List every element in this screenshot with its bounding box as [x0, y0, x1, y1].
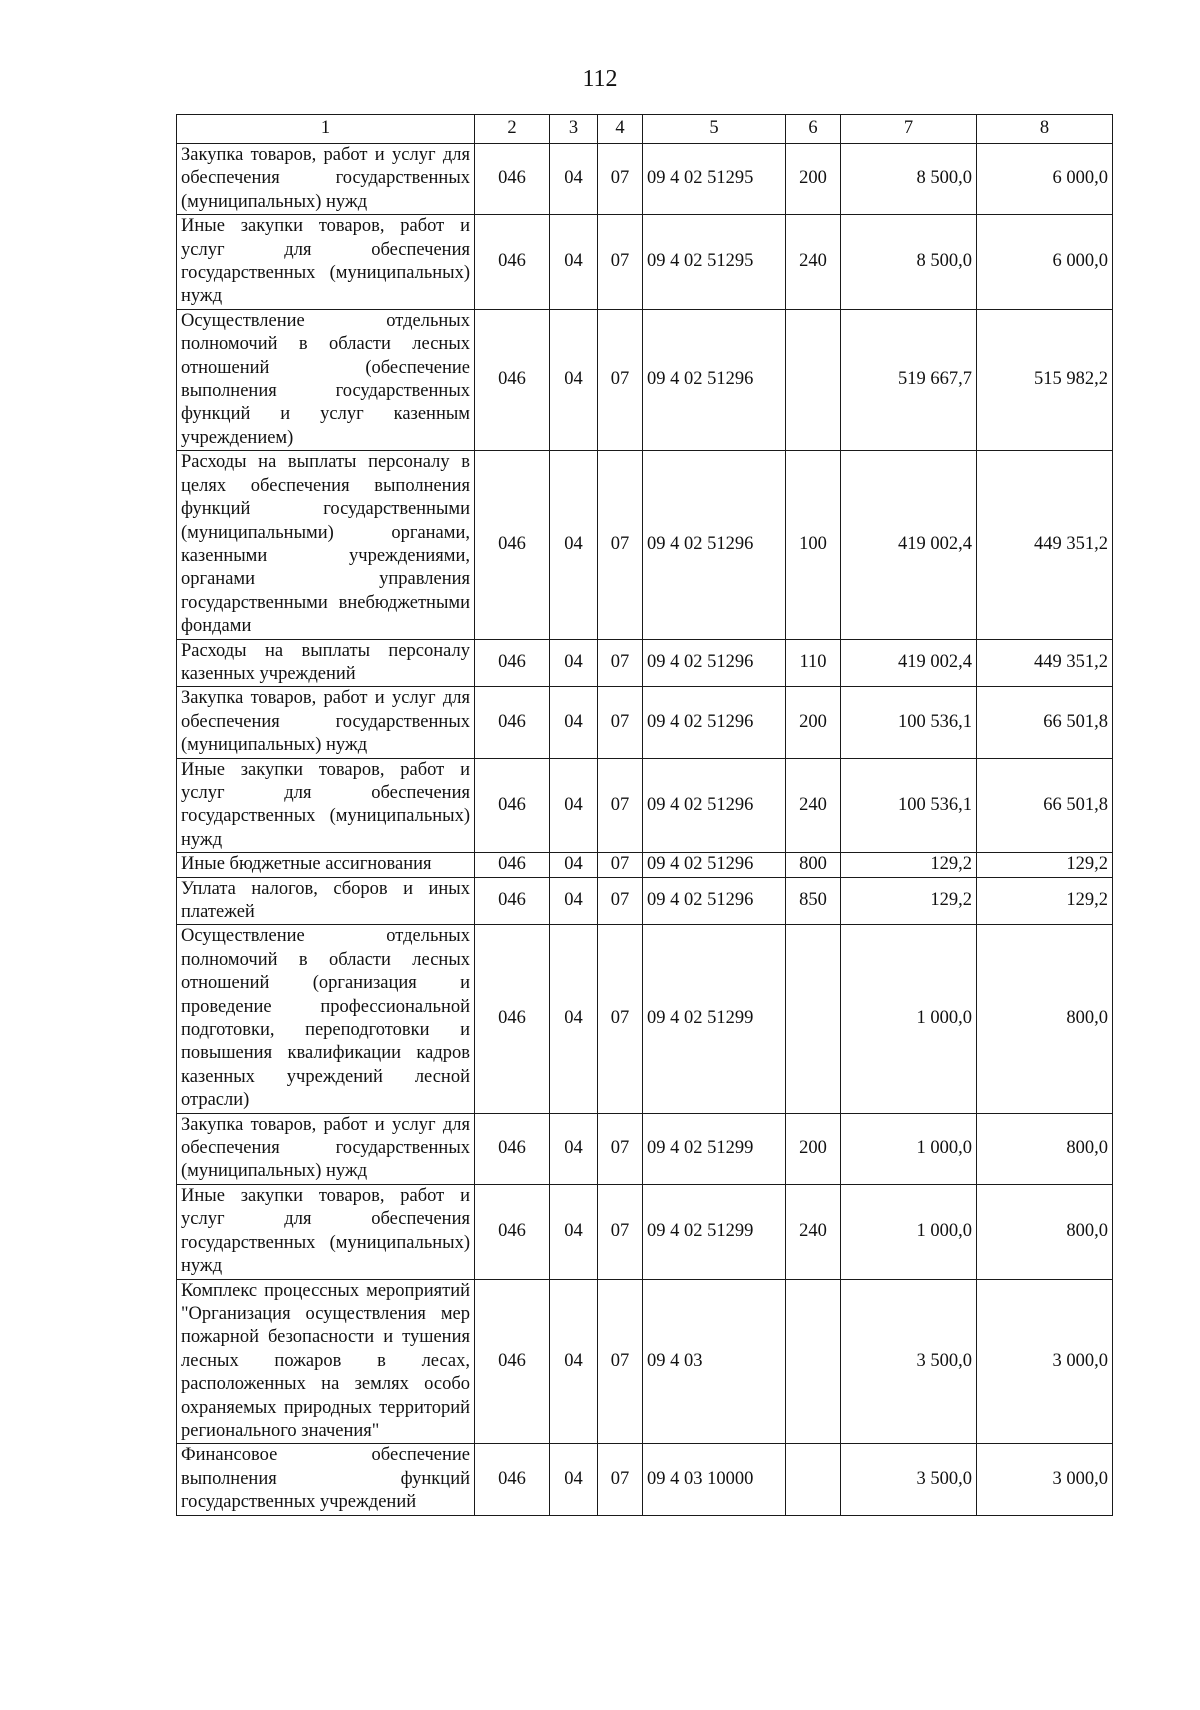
- expense-type-cell: [786, 309, 841, 450]
- amount-year1-cell: 419 002,4: [841, 451, 977, 639]
- table-row: [177, 1444, 1113, 1515]
- target-article-cell: 09 4 02 51296: [643, 687, 786, 758]
- expense-type-cell: 110: [786, 639, 841, 687]
- column-header: 3: [550, 115, 598, 144]
- ministry-code-cell: 046: [475, 853, 550, 877]
- table-row: [177, 687, 1113, 758]
- ministry-code-cell: 046: [475, 215, 550, 310]
- budget-table: [176, 114, 1113, 1516]
- subsection-code-cell: 07: [598, 1184, 643, 1279]
- expense-type-cell: 200: [786, 687, 841, 758]
- target-article-cell: 09 4 02 51295: [643, 215, 786, 310]
- row-name-cell: Иные закупки товаров, работ и услуг для обеспечения государственных (муниципальных) нужд: [177, 1184, 475, 1279]
- column-header: 2: [475, 115, 550, 144]
- section-code-cell: 04: [550, 1444, 598, 1515]
- ministry-code-cell: 046: [475, 758, 550, 853]
- target-article-cell: 09 4 02 51296: [643, 451, 786, 639]
- ministry-code-cell: 046: [475, 309, 550, 450]
- amount-year1-cell: 1 000,0: [841, 1113, 977, 1184]
- target-article-cell: 09 4 02 51296: [643, 309, 786, 450]
- section-code-cell: 04: [550, 1184, 598, 1279]
- expense-type-cell: 240: [786, 1184, 841, 1279]
- row-name-cell: Закупка товаров, работ и услуг для обеспечения государственных (муниципальных) нужд: [177, 687, 475, 758]
- table-row: [177, 1279, 1113, 1444]
- amount-year1-cell: 8 500,0: [841, 215, 977, 310]
- amount-year2-cell: 449 351,2: [977, 639, 1113, 687]
- amount-year2-cell: 800,0: [977, 925, 1113, 1113]
- target-article-cell: 09 4 02 51299: [643, 1184, 786, 1279]
- row-name-cell: Закупка товаров, работ и услуг для обеспечения государственных (муниципальных) нужд: [177, 1113, 475, 1184]
- section-code-cell: 04: [550, 758, 598, 853]
- section-code-cell: 04: [550, 925, 598, 1113]
- budget-table-body: [177, 115, 1113, 1516]
- column-header: 1: [177, 115, 475, 144]
- section-code-cell: 04: [550, 309, 598, 450]
- table-row: [177, 639, 1113, 687]
- row-name-cell: Закупка товаров, работ и услуг для обеспечения государственных (муниципальных) нужд: [177, 144, 475, 215]
- section-code-cell: 04: [550, 1279, 598, 1444]
- ministry-code-cell: 046: [475, 1444, 550, 1515]
- amount-year2-cell: 3 000,0: [977, 1279, 1113, 1444]
- section-code-cell: 04: [550, 877, 598, 925]
- section-code-cell: 04: [550, 687, 598, 758]
- row-name-cell: Иные закупки товаров, работ и услуг для обеспечения государственных (муниципальных) нужд: [177, 215, 475, 310]
- subsection-code-cell: 07: [598, 451, 643, 639]
- subsection-code-cell: 07: [598, 1279, 643, 1444]
- amount-year2-cell: 515 982,2: [977, 309, 1113, 450]
- section-code-cell: 04: [550, 451, 598, 639]
- column-header: 8: [977, 115, 1113, 144]
- row-name-cell: Уплата налогов, сборов и иных платежей: [177, 877, 475, 925]
- row-name-cell: Иные бюджетные ассигнования: [177, 853, 475, 877]
- target-article-cell: 09 4 02 51299: [643, 925, 786, 1113]
- row-name-cell: Комплекс процессных мероприятий "Организация осуществления мер пожарной безопасности и тушения лесных пожаров в лесах, расположенных на землях особо охраняемых природных территорий регионального значения": [177, 1279, 475, 1444]
- subsection-code-cell: 07: [598, 758, 643, 853]
- ministry-code-cell: 046: [475, 1279, 550, 1444]
- row-name-cell: Осуществление отдельных полномочий в области лесных отношений (организация и проведение профессиональной подготовки, переподготовки и повышения квалификации кадров казенных учреждений лесной отрасли): [177, 925, 475, 1113]
- table-row: [177, 451, 1113, 639]
- amount-year2-cell: 800,0: [977, 1184, 1113, 1279]
- amount-year1-cell: 419 002,4: [841, 639, 977, 687]
- expense-type-cell: 240: [786, 215, 841, 310]
- ministry-code-cell: 046: [475, 1113, 550, 1184]
- subsection-code-cell: 07: [598, 144, 643, 215]
- ministry-code-cell: 046: [475, 877, 550, 925]
- ministry-code-cell: 046: [475, 687, 550, 758]
- table-row: [177, 215, 1113, 310]
- table-row: [177, 758, 1113, 853]
- table-row: [177, 144, 1113, 215]
- amount-year2-cell: 800,0: [977, 1113, 1113, 1184]
- expense-type-cell: [786, 925, 841, 1113]
- subsection-code-cell: 07: [598, 925, 643, 1113]
- amount-year1-cell: 100 536,1: [841, 758, 977, 853]
- column-header: 4: [598, 115, 643, 144]
- subsection-code-cell: 07: [598, 1113, 643, 1184]
- column-header: 5: [643, 115, 786, 144]
- expense-type-cell: 800: [786, 853, 841, 877]
- section-code-cell: 04: [550, 639, 598, 687]
- ministry-code-cell: 046: [475, 1184, 550, 1279]
- amount-year2-cell: 3 000,0: [977, 1444, 1113, 1515]
- section-code-cell: 04: [550, 215, 598, 310]
- column-header: 7: [841, 115, 977, 144]
- row-name-cell: Расходы на выплаты персоналу в целях обеспечения выполнения функций государственными (муниципальными) органами, казенными учреждениями, органами управления государственными внебюджетными фондами: [177, 451, 475, 639]
- page-number: 112: [582, 66, 618, 92]
- table-row: [177, 1184, 1113, 1279]
- expense-type-cell: 200: [786, 144, 841, 215]
- ministry-code-cell: 046: [475, 639, 550, 687]
- section-code-cell: 04: [550, 1113, 598, 1184]
- amount-year1-cell: 1 000,0: [841, 1184, 977, 1279]
- amount-year1-cell: 3 500,0: [841, 1279, 977, 1444]
- expense-type-cell: [786, 1279, 841, 1444]
- ministry-code-cell: 046: [475, 144, 550, 215]
- amount-year1-cell: 129,2: [841, 853, 977, 877]
- subsection-code-cell: 07: [598, 853, 643, 877]
- expense-type-cell: [786, 1444, 841, 1515]
- row-name-cell: Финансовое обеспечение выполнения функций государственных учреждений: [177, 1444, 475, 1515]
- row-name-cell: Иные закупки товаров, работ и услуг для обеспечения государственных (муниципальных) нужд: [177, 758, 475, 853]
- subsection-code-cell: 07: [598, 687, 643, 758]
- table-row: [177, 877, 1113, 925]
- amount-year2-cell: 6 000,0: [977, 144, 1113, 215]
- amount-year2-cell: 66 501,8: [977, 687, 1113, 758]
- target-article-cell: 09 4 03: [643, 1279, 786, 1444]
- table-row: [177, 1113, 1113, 1184]
- target-article-cell: 09 4 02 51299: [643, 1113, 786, 1184]
- target-article-cell: 09 4 02 51296: [643, 639, 786, 687]
- row-name-cell: Расходы на выплаты персоналу казенных учреждений: [177, 639, 475, 687]
- target-article-cell: 09 4 03 10000: [643, 1444, 786, 1515]
- row-name-cell: Осуществление отдельных полномочий в области лесных отношений (обеспечение выполнения государственных функций и услуг казенным учреждением): [177, 309, 475, 450]
- amount-year1-cell: 1 000,0: [841, 925, 977, 1113]
- target-article-cell: 09 4 02 51295: [643, 144, 786, 215]
- expense-type-cell: 850: [786, 877, 841, 925]
- target-article-cell: 09 4 02 51296: [643, 853, 786, 877]
- amount-year2-cell: 66 501,8: [977, 758, 1113, 853]
- amount-year2-cell: 129,2: [977, 877, 1113, 925]
- subsection-code-cell: 07: [598, 639, 643, 687]
- subsection-code-cell: 07: [598, 215, 643, 310]
- amount-year2-cell: 129,2: [977, 853, 1113, 877]
- section-code-cell: 04: [550, 144, 598, 215]
- column-number-row: [177, 115, 1113, 144]
- subsection-code-cell: 07: [598, 877, 643, 925]
- amount-year2-cell: 6 000,0: [977, 215, 1113, 310]
- table-row: [177, 309, 1113, 450]
- ministry-code-cell: 046: [475, 925, 550, 1113]
- ministry-code-cell: 046: [475, 451, 550, 639]
- amount-year1-cell: 8 500,0: [841, 144, 977, 215]
- amount-year1-cell: 100 536,1: [841, 687, 977, 758]
- table-row: [177, 925, 1113, 1113]
- expense-type-cell: 240: [786, 758, 841, 853]
- amount-year2-cell: 449 351,2: [977, 451, 1113, 639]
- column-header: 6: [786, 115, 841, 144]
- amount-year1-cell: 129,2: [841, 877, 977, 925]
- table-row: [177, 853, 1113, 877]
- target-article-cell: 09 4 02 51296: [643, 877, 786, 925]
- expense-type-cell: 200: [786, 1113, 841, 1184]
- subsection-code-cell: 07: [598, 1444, 643, 1515]
- subsection-code-cell: 07: [598, 309, 643, 450]
- expense-type-cell: 100: [786, 451, 841, 639]
- target-article-cell: 09 4 02 51296: [643, 758, 786, 853]
- amount-year1-cell: 519 667,7: [841, 309, 977, 450]
- amount-year1-cell: 3 500,0: [841, 1444, 977, 1515]
- section-code-cell: 04: [550, 853, 598, 877]
